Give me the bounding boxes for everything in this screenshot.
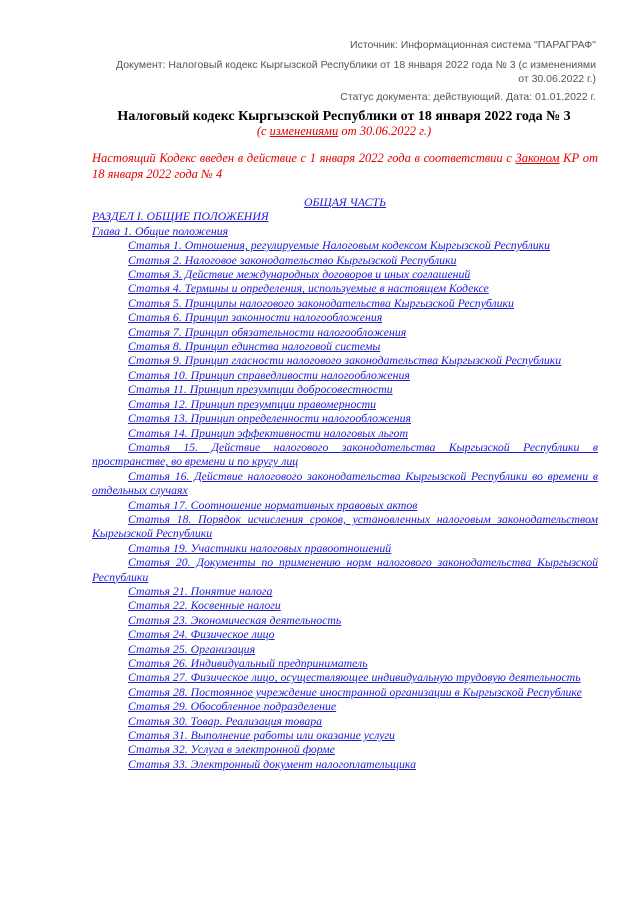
toc-article-link[interactable]: Статья 18. Порядок исчисления сроков, установленных налоговым законодательством Кыргызской Республики: [92, 511, 598, 541]
toc-article-link[interactable]: Статья 31. Выполнение работы или оказание услуги: [128, 728, 395, 743]
toc-article-link[interactable]: Статья 14. Принцип эффективности налоговых льгот: [128, 425, 408, 440]
toc-article-link[interactable]: Статья 23. Экономическая деятельность: [128, 612, 342, 627]
toc-article-link[interactable]: Статья 15. Действие налогового законодательства Кыргызской Республики в пространстве, во времени и по кругу лиц: [92, 439, 598, 469]
toc-article-link[interactable]: Статья 11. Принцип презумпции добросовестности: [128, 382, 393, 397]
amend-open: (с: [256, 124, 270, 138]
document-line: [116, 58, 596, 86]
toc-article-link[interactable]: Статья 19. Участники налоговых правоотношений: [128, 540, 392, 555]
toc-article-link[interactable]: Статья 30. Товар. Реализация товара: [128, 713, 323, 728]
toc-article-link[interactable]: Статья 22. Косвенные налоги: [128, 598, 281, 613]
toc-article-link[interactable]: Статья 20. Документы по применению норм налогового законодательства Кыргызской Республики: [92, 555, 598, 584]
toc-article-link[interactable]: Статья 4. Термины и определения, используемые в настоящем Кодексе: [128, 281, 489, 296]
toc-article-link[interactable]: Статья 16. Действие налогового законодательства Кыргызской Республики во времени в отдельных случаях: [92, 468, 598, 498]
document-title: Налоговый кодекс Кыргызской Республики от 18 января 2022 года № 3: [117, 109, 571, 124]
toc-article-link[interactable]: Статья 5. Принципы налогового законодательства Кыргызской Республики: [128, 295, 514, 310]
table-of-contents: [92, 195, 598, 771]
toc-chapter-link[interactable]: Глава 1. Общие положения: [92, 223, 229, 238]
amendments-note: [92, 124, 596, 139]
toc-article-link[interactable]: Статья 8. Принцип единства налоговой системы: [128, 339, 381, 354]
toc-part-link[interactable]: ОБЩАЯ ЧАСТЬ: [303, 195, 387, 209]
toc-article-link[interactable]: Статья 25. Организация: [128, 641, 256, 656]
toc-article-link[interactable]: Статья 1. Отношения, регулируемые Налоговым кодексом Кыргызской Республики: [128, 238, 551, 253]
source-line: Источник: Информационная система "ПАРАГРАФ": [350, 39, 596, 51]
toc-article-link[interactable]: Статья 6. Принцип законности налогообложения: [128, 310, 383, 325]
intro-text-after: КР от 18 января 2022 года № 4: [92, 151, 598, 181]
toc-article-link[interactable]: Статья 32. Услуга в электронной форме: [128, 742, 335, 757]
amend-close: от 30.06.2022 г.): [338, 124, 432, 138]
toc-article-link[interactable]: Статья 29. Обособленное подразделение: [128, 699, 337, 714]
toc-section-link[interactable]: РАЗДЕЛ I. ОБЩИЕ ПОЛОЖЕНИЯ: [92, 209, 269, 224]
intro-paragraph: [92, 150, 598, 182]
toc-article-link[interactable]: Статья 9. Принцип гласности налогового законодательства Кыргызской Республики: [128, 353, 562, 368]
toc-article-link[interactable]: Статья 24. Физическое лицо: [128, 627, 275, 642]
status-line: Статус документа: действующий. Дата: 01.01.2022 г.: [340, 91, 596, 103]
toc-article-link[interactable]: Статья 3. Действие международных договоров и иных соглашений: [128, 267, 471, 282]
law-link[interactable]: Законом: [515, 151, 560, 165]
document-line-2: от 30.06.2022 г.): [518, 73, 596, 85]
toc-article-link[interactable]: Статья 33. Электронный документ налогоплательщика: [128, 756, 416, 771]
document-line-1: Документ: Налоговый кодекс Кыргызской Республики от 18 января 2022 года № 3 (с изменениями: [115, 59, 596, 71]
toc-article-link[interactable]: Статья 7. Принцип обязательности налогообложения: [128, 324, 407, 339]
toc-article-link[interactable]: Статья 13. Принцип определенности налогообложения: [128, 411, 411, 426]
toc-article-link[interactable]: Статья 10. Принцип справедливости налогообложения: [128, 367, 410, 382]
toc-article-link[interactable]: Статья 21. Понятие налога: [128, 583, 273, 598]
toc-article-link[interactable]: Статья 12. Принцип презумпции правомерности: [128, 396, 377, 411]
toc-article-link[interactable]: Статья 17. Соотношение нормативных правовых актов: [128, 497, 418, 512]
toc-article-link[interactable]: Статья 2. Налоговое законодательство Кыргызской Республики: [128, 252, 457, 267]
toc-article-link[interactable]: Статья 28. Постоянное учреждение иностранной организации в Кыргызской Республике: [128, 684, 582, 699]
toc-article-link[interactable]: Статья 26. Индивидуальный предприниматель: [128, 656, 368, 670]
toc-article-link[interactable]: Статья 27. Физическое лицо, осуществляющее индивидуальную трудовую деятельность: [128, 670, 581, 685]
intro-text-before: Настоящий Кодекс введен в действие с 1 января 2022 года в соответствии с: [92, 151, 516, 165]
amendments-link[interactable]: изменениями: [269, 124, 339, 138]
